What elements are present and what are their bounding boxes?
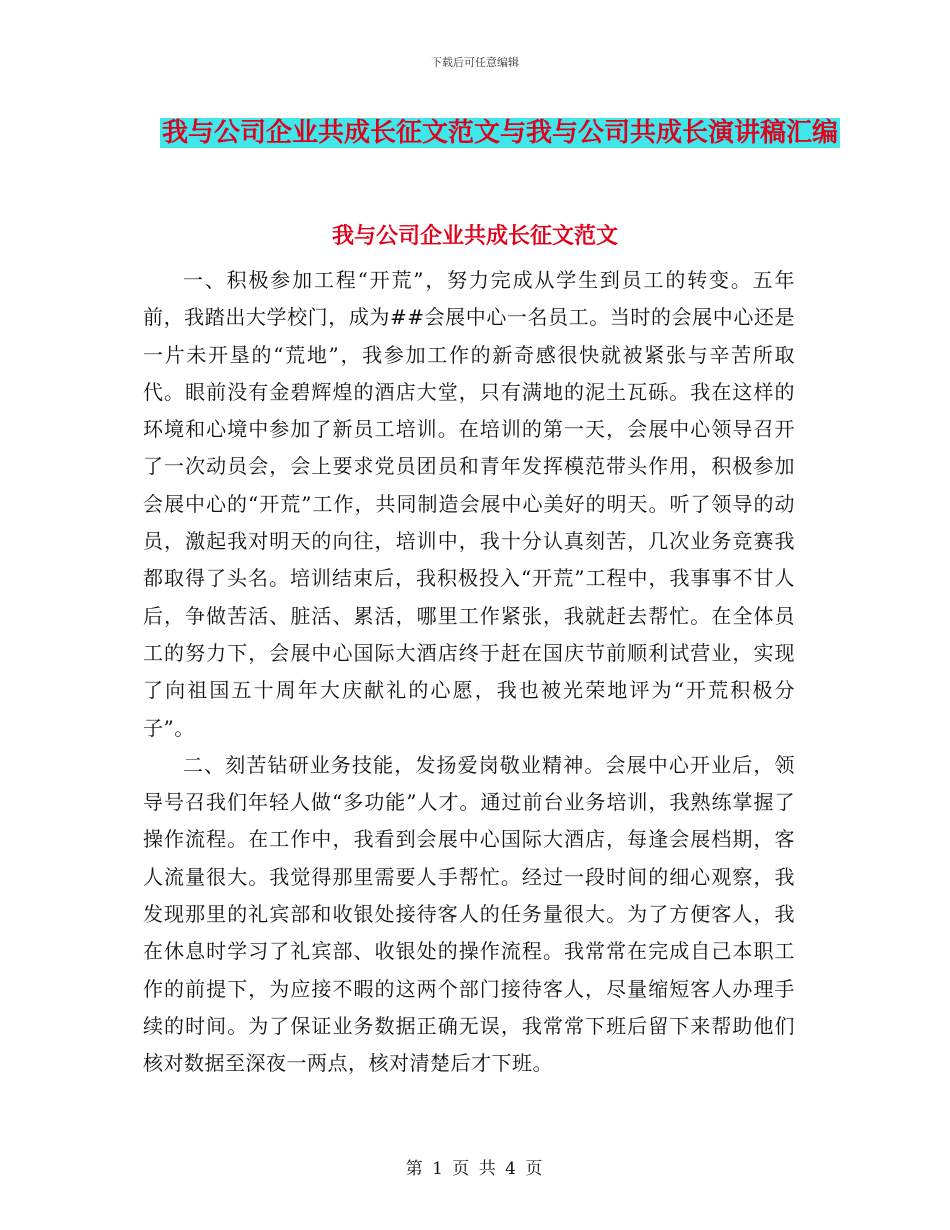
paragraph-1: 一、积极参加工程“开荒”，努力完成从学生到员工的转变。五年前，我踏出大学校门，成为##会展中心一名员工。当时的会展中心还是一片未开垦的“荒地”，我参加工作的新奇感很快就被紧张与辛苦所取代。眼前没有金碧辉煌的酒店大堂，只有满地的泥土瓦砾。我在这样的环境和心境中参加了新员工培训。在培训的第一天，会展中心领导召开了一次动员会，会上要求党员团员和青年发挥模范带头作用，积极参加会展中心的“开荒”工作，共同制造会展中心美好的明天。听了领导的动员，激起我对明天的向往，培训中，我十分认真刻苦，几次业务竞赛我都取得了头名。培训结束后，我积极投入“开荒”工程中，我事事不甘人后，争做苦活、脏活、累活，哪里工作紧张，我就赶去帮忙。在全体员工的努力下，会展中心国际大酒店终于赶在国庆节前顺利试营业，实现了向祖国五十周年大庆献礼的心愿，我也被光荣地评为“开荒积极分子”。 — [143, 268, 795, 740]
section-title: 我与公司企业共成长征文范文 — [331, 223, 618, 249]
main-title — [150, 110, 850, 156]
body-text — [143, 262, 795, 1083]
paragraph-2: 二、刻苦钻研业务技能，发扬爱岗敬业精神。会展中心开业后，领导号召我们年轻人做“多功能”人才。通过前台业务培训，我熟练掌握了操作流程。在工作中，我看到会展中心国际大酒店，每逢会展档期，客人流量很大。我觉得那里需要人手帮忙。经过一段时间的细心观察，我发现那里的礼宾部和收银处接待客人的任务量很大。为了方便客人，我在休息时学习了礼宾部、收银处的操作流程。我常常在完成自己本职工作的前提下，为应接不暇的这两个部门接待客人，尽量缩短客人办理手续的时间。为了保证业务数据正确无误，我常常下班后留下来帮助他们核对数据至深夜一两点，核对清楚后才下班。 — [143, 752, 795, 1076]
page-number: 第 1 页 共 4 页 — [405, 1159, 545, 1179]
header-note: 下载后可任意编辑 — [431, 56, 519, 69]
main-title-text: 我与公司企业共成长征文范文与我与公司共成长演讲稿汇编 — [161, 118, 838, 148]
